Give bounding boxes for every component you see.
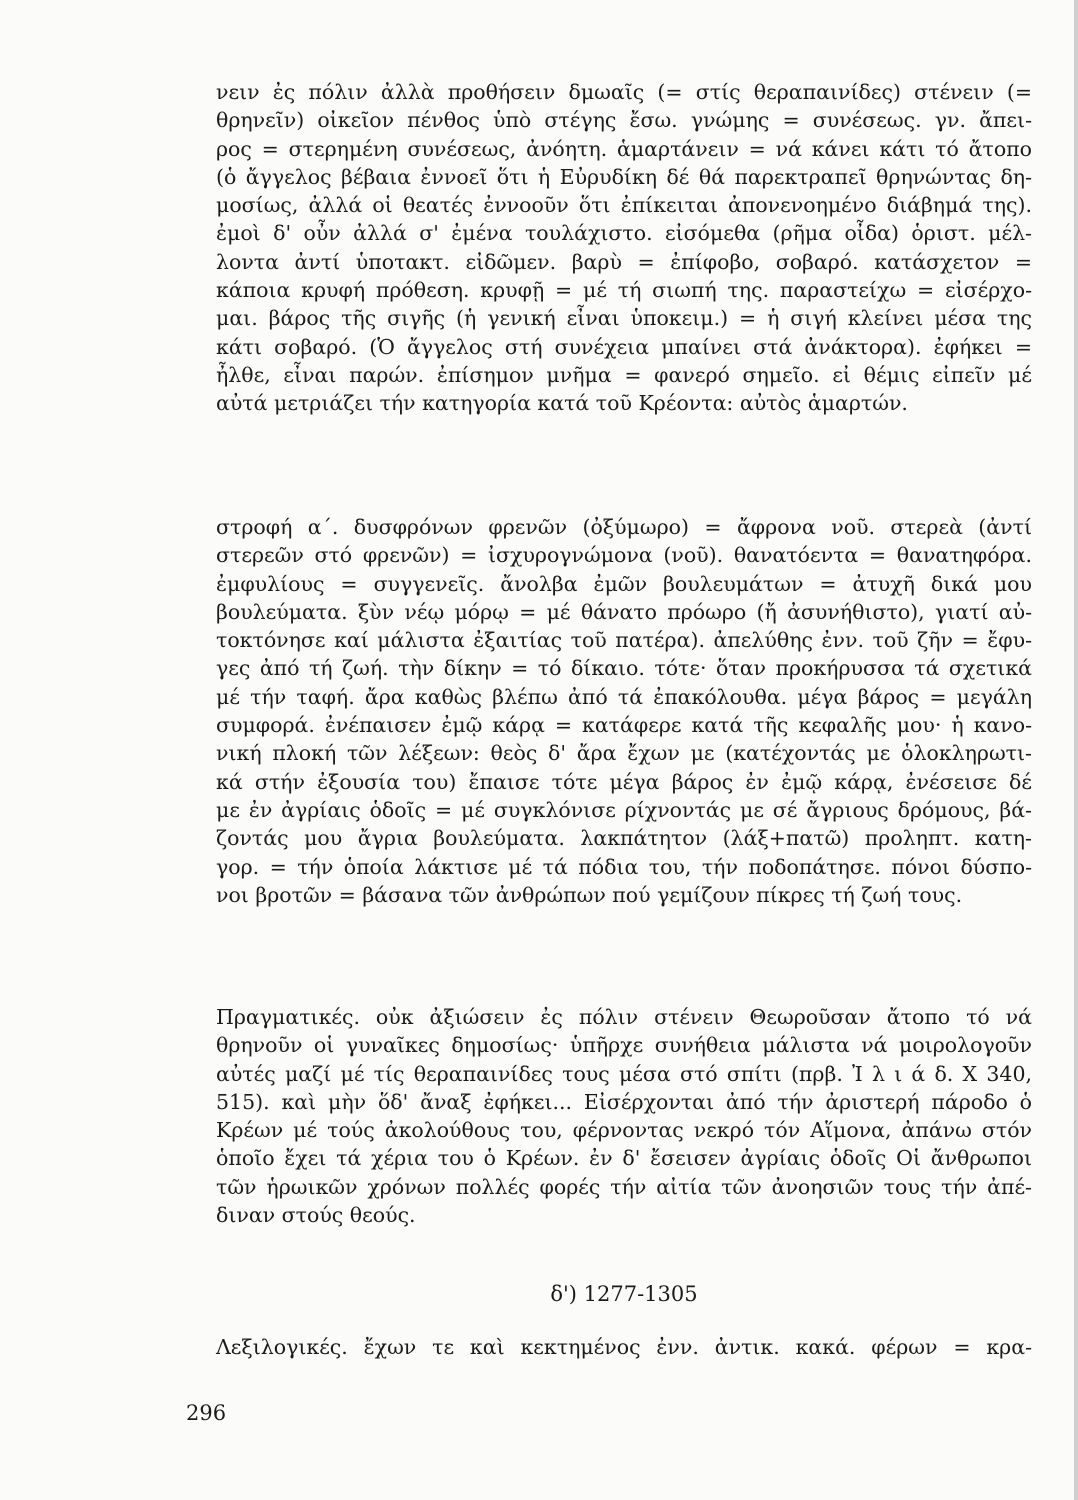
text-line: τῶν ἡρωικῶν χρόνων πολλές φορές τήν αἰτία τῶν ἀνοησιῶν τους τήν ἀπέ- (216, 1174, 1032, 1199)
paragraph-pragmatikes (216, 1003, 1032, 1229)
text-line: τοκτόνησε καί μάλιστα ἐξαιτίας τοῦ πατέρα). ἀπελύθης ἐνν. τοῦ ζῆν = ἔφυ- (216, 628, 1032, 653)
text-line: βουλεύματα. ξὺν νέῳ μόρῳ = μέ θάνατο πρόωρο (ἤ ἀσυνήθιστο), γιατί αὐ- (216, 599, 1032, 624)
text-line: κάτι σοβαρό. (Ὁ ἄγγελος στή συνέχεια μπαίνει στά ἀνάκτορα). ἐφήκει = (216, 334, 1032, 359)
text-line: διναν στούς θεούς. (216, 1203, 416, 1228)
section-heading: δ') 1277-1305 (550, 1282, 698, 1306)
text-line: αὐτά μετριάζει τήν κατηγορία κατά τοῦ Κρέοντα: αὐτὸς ἁμαρτών. (216, 391, 908, 416)
text-line: μοσίως, ἀλλά οἱ θεατές ἐννοοῦν ὅτι ἐπίκειται ἀπονενοημένο διάβημά της). (216, 193, 1032, 218)
paragraph-strophe (216, 513, 1032, 909)
text-line: νειν ἐς πόλιν ἀλλὰ προθήσειν δμωαῖς (= στίς θεραπαινίδες) στένειν (= (216, 80, 1032, 104)
text-line: λοντα ἀντί ὑποτακτ. εἰδῶμεν. βαρὺ = ἐπίφοβο, σοβαρό. κατάσχετον = (216, 249, 1032, 274)
text-line: μέ τήν ταφή. ἄρα καθὼς βλέπω ἀπό τά ἐπακόλουθα. μέγα βάρος = μεγάλη (216, 684, 1032, 709)
text-line: κά στήν ἐξουσία του) ἔπαισε τότε μέγα βάρος ἐν ἐμῷ κάρᾳ, ἐνέσεισε δέ (216, 769, 1032, 794)
text-line: 515). καὶ μὴν ὅδ' ἄναξ ἐφήκει... Εἰσέρχονται ἀπό τήν ἀριστερή πάροδο ὁ (216, 1089, 1032, 1114)
text-line: με ἐν ἀγρίαις ὁδοῖς = μέ συγκλόνισε ρίχνοντάς με σέ ἄγριους δρόμους, βά- (216, 797, 1032, 822)
text-line: ρος = στερημένη συνέσεως, ἀνόητη. ἁμαρτάνειν = νά κάνει κάτι τό ἄτοπο (216, 136, 1032, 161)
text-line: γορ. = τήν ὁποία λάκτισε μέ τά πόδια του, τήν ποδοπάτησε. πόνοι δύσπο- (216, 854, 1032, 879)
text-line: (ὁ ἄγγελος βέβαια ἐννοεῖ ὅτι ἡ Εὐρυδίκη δέ θά παρεκτραπεῖ θρηνώντας δη- (216, 164, 1032, 189)
text-line: νοι βροτῶν = βάσανα τῶν ἀνθρώπων πού γεμίζουν πίκρες τή ζωή τους. (216, 882, 963, 907)
text-line: στερεῶν στό φρενῶν) = ἰσχυρογνώμονα (νοῦ). θανατόεντα = θανατηφόρα. (216, 543, 1032, 568)
text-line: συμφορά. ἐνέπαισεν ἐμῷ κάρᾳ = κατάφερε κατά τῆς κεφαλῆς μου· ἡ κανο- (216, 713, 1032, 738)
text-line: κάποια κρυφή πρόθεση. κρυφῇ = μέ τή σιωπή της. παραστείχω = εἰσέρχο- (216, 278, 1032, 303)
text-line: θρηνοῦν οἱ γυναῖκες δημοσίως· ὑπῆρχε συνήθεια μάλιστα νά μοιρολογοῦν (216, 1033, 1032, 1058)
text-line: ἐμοὶ δ' οὖν ἀλλά σ' ἐμένα τουλάχιστο. εἰσόμεθα (ρῆμα οἶδα) ὁριστ. μέλ- (216, 221, 1032, 246)
text-line: ὁποῖο ἔχει τά χέρια του ὁ Κρέων. ἐν δ' ἔσεισεν ἀγρίαις ὁδοῖς Οἱ ἄνθρωποι (216, 1146, 1032, 1171)
text-line: ζοντάς μου ἄγρια βουλεύματα. λακπάτητον (λάξ+πατῶ) προληπτ. κατη- (216, 826, 1032, 851)
text-line: νική πλοκή τῶν λέξεων: θεὸς δ' ἄρα ἔχων με (κατέχοντάς με ὁλοκληρωτι- (216, 741, 1032, 766)
text-line: Λεξιλογικές. ἔχων τε καὶ κεκτημένος ἐνν. ἀντικ. κακά. φέρων = κρα- (216, 1335, 1032, 1359)
paragraph-lexilogikes (216, 1333, 1032, 1361)
text-line: στροφή α΄. δυσφρόνων φρενῶν (ὀξύμωρο) = ἄφρονα νοῦ. στερεὰ (ἀντί (216, 515, 1032, 539)
page-number: 296 (186, 1401, 227, 1425)
page-edge-shadow (1074, 0, 1078, 1500)
text-line: μαι. βάρος τῆς σιγῆς (ἡ γενική εἶναι ὑποκειμ.) = ἡ σιγή κλείνει μέσα της (216, 306, 1032, 331)
text-line: Πραγματικές. οὐκ ἀξιώσειν ἐς πόλιν στένειν Θεωροῦσαν ἄτοπο τό νά (216, 1005, 1032, 1029)
paragraph-commentary-1 (216, 78, 1032, 418)
text-line: ἐμφυλίους = συγγενεῖς. ἄνολβα ἐμῶν βουλευμάτων = ἀτυχῆ δικά μου (216, 571, 1032, 596)
text-line: ἦλθε, εἶναι παρών. ἐπίσημον μνῆμα = φανερό σημεῖο. εἰ θέμις εἰπεῖν μέ (216, 362, 1032, 387)
text-line: αὐτές μαζί μέ τίς θεραπαινίδες τους μέσα στό σπίτι (πρβ. Ἰ λ ι ά δ. Χ 340, (216, 1061, 1032, 1086)
text-line: Κρέων μέ τούς ἀκολούθους του, φέρνοντας νεκρό τόν Αἵμονα, ἀπάνω στόν (216, 1118, 1032, 1143)
text-line: γες ἀπό τή ζωή. τὴν δίκην = τό δίκαιο. τότε· ὅταν προκήρυσσα τά σχετικά (216, 656, 1032, 681)
text-line: θρηνεῖν) οἰκεῖον πένθος ὑπὸ στέγης ἔσω. γνώμης = συνέσεως. γν. ἄπει- (216, 108, 1032, 133)
